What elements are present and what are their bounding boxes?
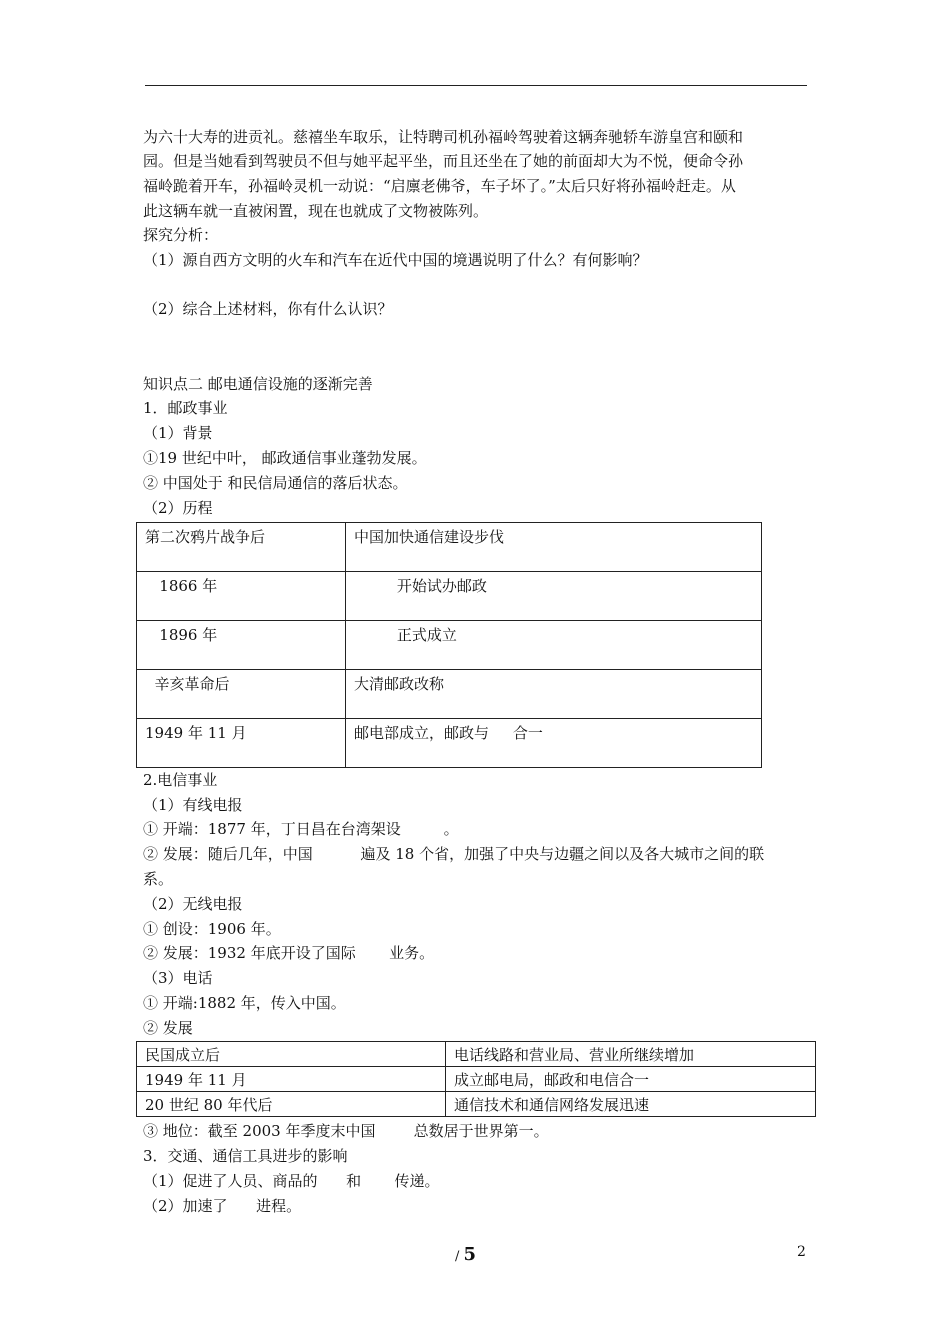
table-cell: 中国加快通信建设步伐 (346, 523, 762, 572)
table-cell: 1949 年 11 月 (137, 719, 346, 768)
background-item-2: ② 中国处于 和民信局通信的落后状态。 (143, 474, 408, 492)
table-cell: 正式成立 (346, 621, 762, 670)
page-number: 2 (797, 1244, 806, 1260)
table-row (137, 572, 762, 621)
phone-heading: （3）电话 (143, 969, 213, 987)
table-cell: 第二次鸦片战争后 (137, 523, 346, 572)
wireless-heading: （2）无线电报 (143, 895, 243, 913)
table-row (137, 523, 762, 572)
page-slash: / (455, 1249, 460, 1264)
table-row (137, 670, 762, 719)
table-row (137, 621, 762, 670)
table-cell: 邮电部成立，邮政与 合一 (346, 719, 762, 768)
wired-item-2: ② 发展：随后几年，中国 遍及 18 个省，加强了中央与边疆之间以及各大城市之间的联 (143, 845, 765, 863)
telephone-development-table (136, 1041, 816, 1117)
wired-item-2-cont: 系。 (143, 870, 174, 888)
header-rule (145, 85, 807, 86)
status-line: ③ 地位：截至 2003 年季度末中国 总数居于世界第一。 (143, 1122, 549, 1140)
wired-heading: （1）有线电报 (143, 796, 243, 814)
section-title: 知识点二 邮电通信设施的逐渐完善 (143, 375, 373, 393)
analysis-heading: 探究分析： (143, 226, 219, 244)
table-cell: 大清邮政改称 (346, 670, 762, 719)
background-heading: （1）背景 (143, 424, 213, 442)
table-cell: 开始试办邮政 (346, 572, 762, 621)
paragraph-line: 为六十大寿的进贡礼。慈禧坐车取乐，让特聘司机孙福岭驾驶着这辆奔驰轿车游皇宫和颐和 (143, 128, 744, 146)
paragraph-line: 园。但是当她看到驾驶员不但与她平起平坐，而且还坐在了她的前面却大为不悦，便命令孙 (143, 152, 744, 170)
paragraph-line: 福岭跪着开车，孙福岭灵机一动说：“启廪老佛爷，车子坏了。”太后只好将孙福岭赶走。从 (143, 177, 736, 195)
impact-heading: 3．交通、通信工具进步的影响 (143, 1147, 348, 1165)
analysis-question-2: （2）综合上述材料，你有什么认识？ (143, 300, 393, 318)
table-cell: 1866 年 (137, 572, 346, 621)
page-total (455, 1244, 476, 1265)
postal-history-table (136, 522, 762, 768)
postal-heading: 1．邮政事业 (143, 399, 228, 417)
table-cell: 辛亥革命后 (137, 670, 346, 719)
table-cell: 民国成立后 (137, 1042, 446, 1067)
table-cell: 电话线路和营业局、营业所继续增加 (446, 1042, 816, 1067)
wireless-item-1: ① 创设：1906 年。 (143, 920, 281, 938)
total-pages: 5 (463, 1244, 477, 1265)
phone-item-1: ① 开端:1882 年，传入中国。 (143, 994, 346, 1012)
background-item-1: ①19 世纪中叶， 邮政通信事业蓬勃发展。 (143, 449, 427, 467)
table-row (137, 1067, 816, 1092)
impact-item-1: （1）促进了人员、商品的 和 传递。 (143, 1172, 440, 1190)
table-row (137, 1042, 816, 1067)
telecom-heading: 2.电信事业 (143, 771, 218, 789)
table-cell: 通信技术和通信网络发展迅速 (446, 1092, 816, 1117)
table-cell: 1949 年 11 月 (137, 1067, 446, 1092)
wired-item-1: ① 开端：1877 年，丁日昌在台湾架设 。 (143, 820, 459, 838)
process-heading: （2）历程 (143, 499, 213, 517)
table-row (137, 719, 762, 768)
impact-item-2: （2）加速了 进程。 (143, 1197, 302, 1215)
phone-item-2: ② 发展 (143, 1019, 193, 1037)
paragraph-line: 此这辆车就一直被闲置，现在也就成了文物被陈列。 (143, 202, 489, 220)
table-row (137, 1092, 816, 1117)
wireless-item-2: ② 发展：1932 年底开设了国际 业务。 (143, 944, 435, 962)
table-cell: 20 世纪 80 年代后 (137, 1092, 446, 1117)
analysis-question-1: （1）源自西方文明的火车和汽车在近代中国的境遇说明了什么？有何影响？ (143, 251, 648, 269)
table-cell: 成立邮电局，邮政和电信合一 (446, 1067, 816, 1092)
table-cell: 1896 年 (137, 621, 346, 670)
